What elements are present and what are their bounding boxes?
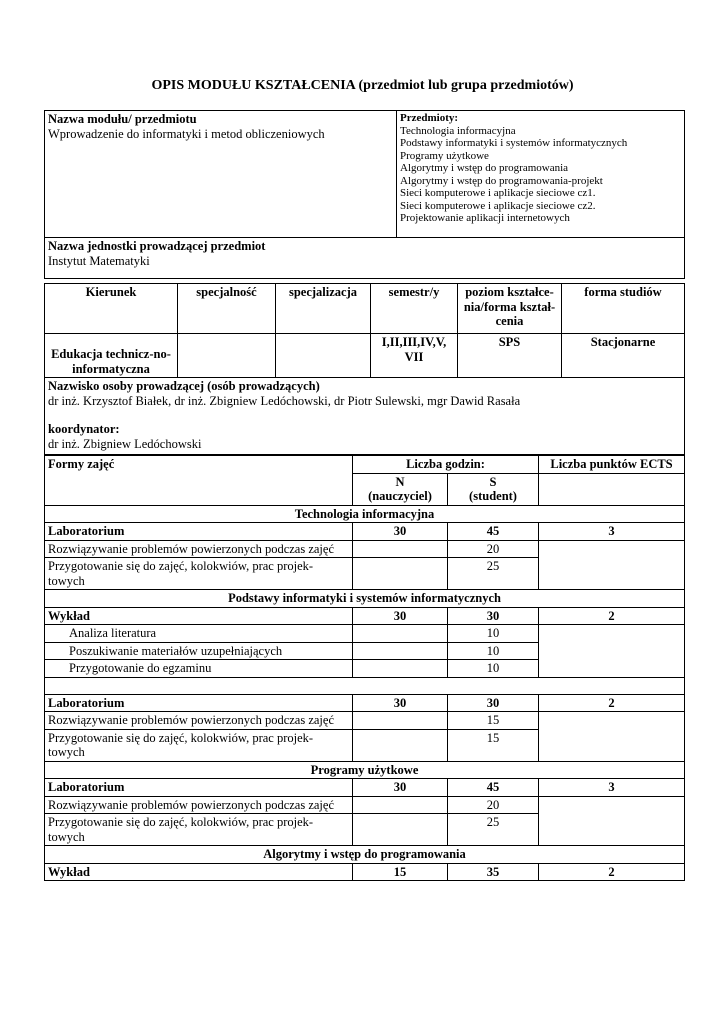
form-type: Laboratorium <box>45 523 353 541</box>
study-value: I,II,III,IV,V, VII <box>371 334 458 378</box>
activity-n <box>353 540 448 558</box>
subject-item: Programy użytkowe <box>400 149 489 162</box>
subject-item: Technologia informacyjna <box>400 124 516 137</box>
module-value: Wprowadzenie do informatyki i metod obliczeniowych <box>48 126 325 141</box>
section-title: Technologia informacyjna <box>45 505 685 523</box>
activity-n <box>353 796 448 814</box>
subjects-label: Przedmioty: <box>400 112 459 124</box>
form-type: Wykład <box>45 607 353 625</box>
activity-n <box>353 729 448 761</box>
form-hours-s: 45 <box>448 523 539 541</box>
activity-n <box>353 558 448 590</box>
form-row <box>45 779 685 797</box>
activity-s: 20 <box>448 540 539 558</box>
study-value: Edukacja technicz-no-informatyczna <box>45 334 178 378</box>
study-value <box>178 334 276 378</box>
study-value: Stacjonarne <box>562 334 685 378</box>
section-row <box>45 761 685 779</box>
activity-n <box>353 660 448 678</box>
unit-value: Instytut Matematyki <box>48 253 150 268</box>
form-ects: 2 <box>539 863 685 881</box>
activity-n <box>353 712 448 730</box>
activity-label: Rozwiązywanie problemów powierzonych podczas zajęć <box>45 796 353 814</box>
activity-label: Poszukiwanie materiałów uzupełniających <box>45 642 353 660</box>
unit-label: Nazwa jednostki prowadzącej przedmiot <box>48 239 266 253</box>
study-header: specjalizacja <box>276 284 371 334</box>
subject-item: Algorytmy i wstęp do programowania <box>400 162 569 174</box>
activity-row <box>45 712 685 730</box>
activity-ects <box>539 625 685 678</box>
spacer-cell <box>45 677 685 694</box>
activity-label: Przygotowanie się do zajęć, kolokwiów, prac projek-towych <box>45 729 353 761</box>
study-header: Kierunek <box>45 284 178 334</box>
activity-s: 20 <box>448 796 539 814</box>
s-sub: (student) <box>469 489 517 503</box>
activity-n <box>353 814 448 846</box>
form-hours-n: 30 <box>353 607 448 625</box>
activity-s: 10 <box>448 660 539 678</box>
hours-label: Liczba godzin: <box>353 456 539 474</box>
form-ects: 3 <box>539 779 685 797</box>
form-type: Laboratorium <box>45 694 353 712</box>
form-type: Laboratorium <box>45 779 353 797</box>
subject-item: Projektowanie aplikacji internetowych <box>400 212 570 224</box>
activity-s: 15 <box>448 712 539 730</box>
study-header: poziom kształce-nia/forma kształ-cenia <box>458 284 562 334</box>
forms-label: Formy zajęć <box>45 456 353 506</box>
subject-item: Sieci komputerowe i aplikacje sieciowe cz2. <box>400 199 596 212</box>
subject-item: Podstawy informatyki i systemów informatycznych <box>400 137 628 149</box>
activity-label: Rozwiązywanie problemów powierzonych podczas zajęć <box>45 540 353 558</box>
activity-ects <box>539 796 685 846</box>
form-hours-n: 30 <box>353 779 448 797</box>
form-type: Wykład <box>45 863 353 881</box>
hours-table <box>44 455 685 881</box>
form-row <box>45 523 685 541</box>
persons-value: dr inż. Krzysztof Białek, dr inż. Zbigniew Ledóchowski, dr Piotr Sulewski, mgr Dawid Rasała <box>48 393 521 408</box>
form-hours-n: 30 <box>353 694 448 712</box>
persons-label: Nazwisko osoby prowadzącej (osób prowadzących) <box>48 379 320 393</box>
module-table <box>44 110 685 279</box>
form-ects: 2 <box>539 694 685 712</box>
activity-s: 25 <box>448 558 539 590</box>
activity-row <box>45 796 685 814</box>
section-row <box>45 590 685 608</box>
activity-label: Przygotowanie się do zajęć, kolokwiów, prac projek-towych <box>45 814 353 846</box>
form-hours-s: 30 <box>448 694 539 712</box>
form-hours-s: 30 <box>448 607 539 625</box>
activity-ects <box>539 712 685 762</box>
n-label: N <box>395 474 405 489</box>
form-row <box>45 694 685 712</box>
subject-item: Algorytmy i wstęp do programowania-projekt <box>400 174 603 187</box>
spacer-row <box>45 677 685 694</box>
form-hours-s: 45 <box>448 779 539 797</box>
page-title: OPIS MODUŁU KSZTAŁCENIA (przedmiot lub grupa przedmiotów) <box>151 78 574 93</box>
section-title: Podstawy informatyki i systemów informatycznych <box>45 590 685 608</box>
form-hours-n: 30 <box>353 523 448 541</box>
study-table <box>44 283 685 455</box>
form-ects: 3 <box>539 523 685 541</box>
activity-s: 10 <box>448 642 539 660</box>
activity-label: Przygotowanie się do zajęć, kolokwiów, prac projek-towych <box>45 558 353 590</box>
n-sub: (nauczyciel) <box>368 489 432 503</box>
section-row <box>45 505 685 523</box>
section-title: Algorytmy i wstęp do programowania <box>45 846 685 864</box>
activity-label: Analiza literatura <box>45 625 353 643</box>
study-header: specjalność <box>178 284 276 334</box>
form-hours-s: 35 <box>448 863 539 881</box>
activity-row <box>45 625 685 643</box>
activity-s: 25 <box>448 814 539 846</box>
module-form <box>44 110 684 881</box>
section-title: Programy użytkowe <box>45 761 685 779</box>
activity-row <box>45 540 685 558</box>
activity-label: Rozwiązywanie problemów powierzonych podczas zajęć <box>45 712 353 730</box>
form-row <box>45 863 685 881</box>
form-row <box>45 607 685 625</box>
activity-n <box>353 642 448 660</box>
section-row <box>45 846 685 864</box>
activity-n <box>353 625 448 643</box>
activity-s: 15 <box>448 729 539 761</box>
activity-label: Przygotowanie do egzaminu <box>45 660 353 678</box>
form-hours-n: 15 <box>353 863 448 881</box>
subject-item: Sieci komputerowe i aplikacje sieciowe cz1. <box>400 187 596 199</box>
study-value <box>276 334 371 378</box>
coordinator-value: dr inż. Zbigniew Ledóchowski <box>48 436 202 451</box>
study-value: SPS <box>458 334 562 378</box>
s-label: S <box>489 474 497 489</box>
activity-s: 10 <box>448 625 539 643</box>
activity-ects <box>539 540 685 590</box>
study-header: forma studiów <box>562 284 685 334</box>
module-label: Nazwa modułu/ przedmiotu <box>48 112 197 126</box>
form-ects: 2 <box>539 607 685 625</box>
study-header: semestr/y <box>371 284 458 334</box>
ects-label: Liczba punktów ECTS <box>539 456 685 474</box>
coordinator-label: koordynator: <box>48 422 120 436</box>
